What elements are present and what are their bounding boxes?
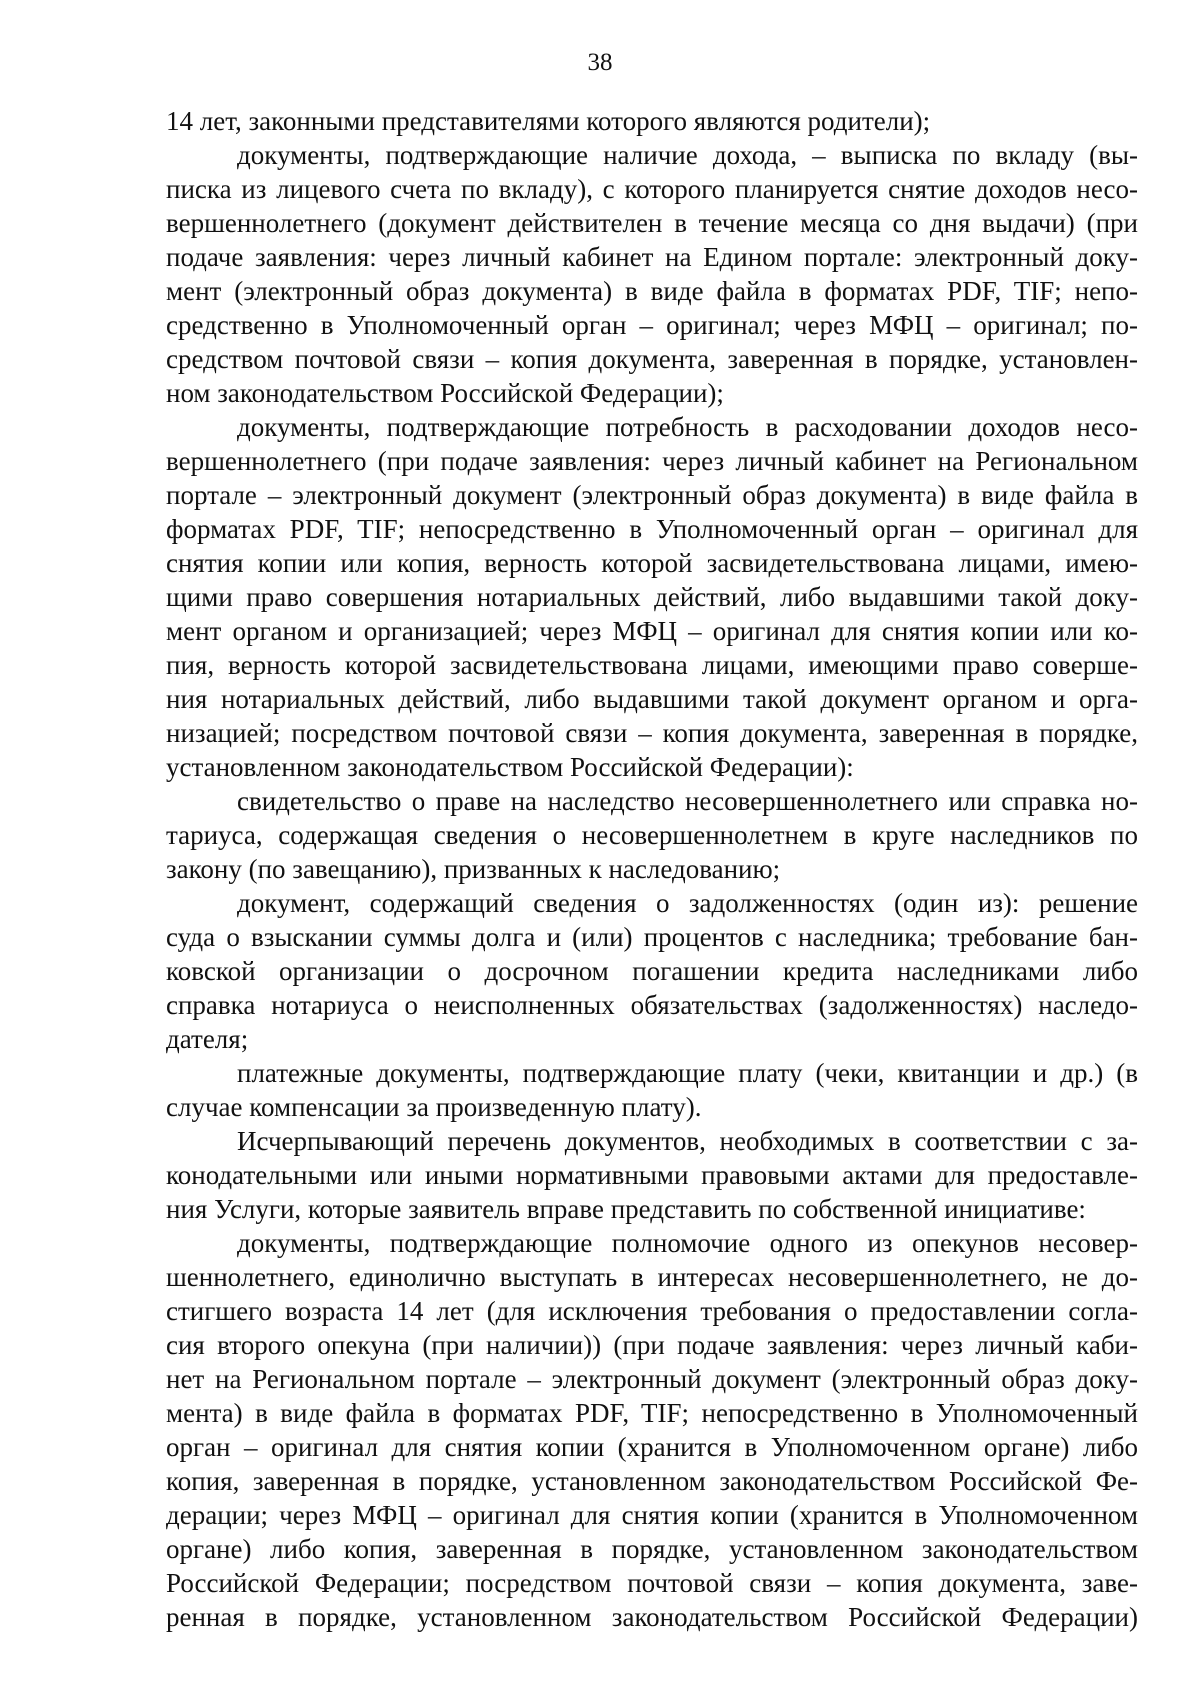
text-line: щими право совершения нотариальных действий, либо выдавшими такой доку-	[166, 582, 1138, 612]
text-line: копия, заверенная в порядке, установленном законодательством Российской Фе-	[166, 1466, 1138, 1496]
paragraph	[166, 1124, 1138, 1226]
text-line: писка из лицевого счета по вкладу), с которого планируется снятие доходов несо-	[166, 174, 1138, 204]
text-line: средственно в Уполномоченный орган – оригинал; через МФЦ – оригинал; по-	[166, 310, 1138, 340]
text-line: 14 лет, законными представителями которого являются родители);	[166, 106, 931, 136]
paragraph	[166, 104, 1138, 138]
text-line: ковской организации о досрочном погашении кредита наследниками либо	[166, 956, 1138, 986]
text-line: Исчерпывающий перечень документов, необходимых в соответствии с за-	[237, 1126, 1138, 1156]
text-line: закону (по завещанию), призванных к наследованию;	[166, 854, 781, 884]
text-line: форматах PDF, TIF; непосредственно в Уполномоченный орган – оригинал для	[166, 514, 1138, 544]
text-line: подаче заявления: через личный кабинет на Едином портале: электронный доку-	[166, 242, 1138, 272]
text-line: средством почтовой связи – копия документа, заверенная в порядке, установлен-	[166, 344, 1138, 374]
text-line: документы, подтверждающие потребность в расходовании доходов несо-	[237, 412, 1138, 442]
document-body	[166, 104, 1138, 1634]
text-line: конодательными или иными нормативными правовыми актами для предоставле-	[166, 1160, 1138, 1190]
text-line: стигшего возраста 14 лет (для исключения требования о предоставлении согла-	[166, 1296, 1138, 1326]
paragraph	[166, 410, 1138, 784]
text-line: мента) в виде файла в форматах PDF, TIF; непосредственно в Уполномоченный	[166, 1398, 1138, 1428]
text-line: ния нотариальных действий, либо выдавшими такой документ органом и орга-	[166, 684, 1138, 714]
text-line: установленном законодательством Российской Федерации):	[166, 752, 854, 782]
text-line: ном законодательством Российской Федерации);	[166, 378, 724, 408]
text-line: документ, содержащий сведения о задолженностях (один из): решение	[237, 888, 1138, 918]
text-line: пия, верность которой засвидетельствована лицами, имеющими право соверше-	[166, 650, 1138, 680]
text-line: снятия копии или копия, верность которой засвидетельствована лицами, имею-	[166, 548, 1138, 578]
text-line: справка нотариуса о неисполненных обязательствах (задолженностях) наследо-	[166, 990, 1138, 1020]
text-line: свидетельство о праве на наследство несовершеннолетнего или справка но-	[237, 786, 1138, 816]
text-line: платежные документы, подтверждающие плату (чеки, квитанции и др.) (в	[237, 1058, 1138, 1088]
text-line: суда о взыскании суммы долга и (или) процентов с наследника; требование бан-	[166, 922, 1138, 952]
text-line: нет на Региональном портале – электронный документ (электронный образ доку-	[166, 1364, 1138, 1394]
text-line: орган – оригинал для снятия копии (хранится в Уполномоченном органе) либо	[166, 1432, 1138, 1462]
text-line: мент (электронный образ документа) в виде файла в форматах PDF, TIF; непо-	[166, 276, 1138, 306]
text-line: портале – электронный документ (электронный образ документа) в виде файла в	[166, 480, 1138, 510]
paragraph	[166, 1056, 1138, 1124]
text-line: тариуса, содержащая сведения о несовершеннолетнем в круге наследников по	[166, 820, 1138, 850]
text-line: документы, подтверждающие полномочие одного из опекунов несовер-	[237, 1228, 1138, 1258]
text-line: вершеннолетнего (при подаче заявления: через личный кабинет на Региональном	[166, 446, 1138, 476]
page-number: 38	[587, 49, 613, 76]
paragraph	[166, 1226, 1138, 1634]
text-line: документы, подтверждающие наличие дохода, – выписка по вкладу (вы-	[237, 140, 1138, 170]
text-line: дерации; через МФЦ – оригинал для снятия копии (хранится в Уполномоченном	[166, 1500, 1138, 1530]
text-line: низацией; посредством почтовой связи – копия документа, заверенная в порядке,	[166, 718, 1138, 748]
paragraph	[166, 138, 1138, 410]
text-line: вершеннолетнего (документ действителен в течение месяца со дня выдачи) (при	[166, 208, 1138, 238]
text-line: органе) либо копия, заверенная в порядке, установленном законодательством	[166, 1534, 1138, 1564]
text-line: шеннолетнего, единолично выступать в интересах несовершеннолетнего, не до-	[166, 1262, 1138, 1292]
text-line: ния Услуги, которые заявитель вправе представить по собственной инициативе:	[166, 1194, 1086, 1224]
paragraph	[166, 784, 1138, 886]
text-line: мент органом и организацией; через МФЦ – оригинал для снятия копии или ко-	[166, 616, 1138, 646]
paragraph	[166, 886, 1138, 1056]
text-line: Российской Федерации; посредством почтовой связи – копия документа, заве-	[166, 1568, 1138, 1598]
text-line: случае компенсации за произведенную плату).	[166, 1092, 702, 1122]
text-line: сия второго опекуна (при наличии)) (при подаче заявления: через личный каби-	[166, 1330, 1138, 1360]
text-line: ренная в порядке, установленном законодательством Российской Федерации)	[166, 1602, 1138, 1632]
text-line: дателя;	[166, 1024, 249, 1054]
